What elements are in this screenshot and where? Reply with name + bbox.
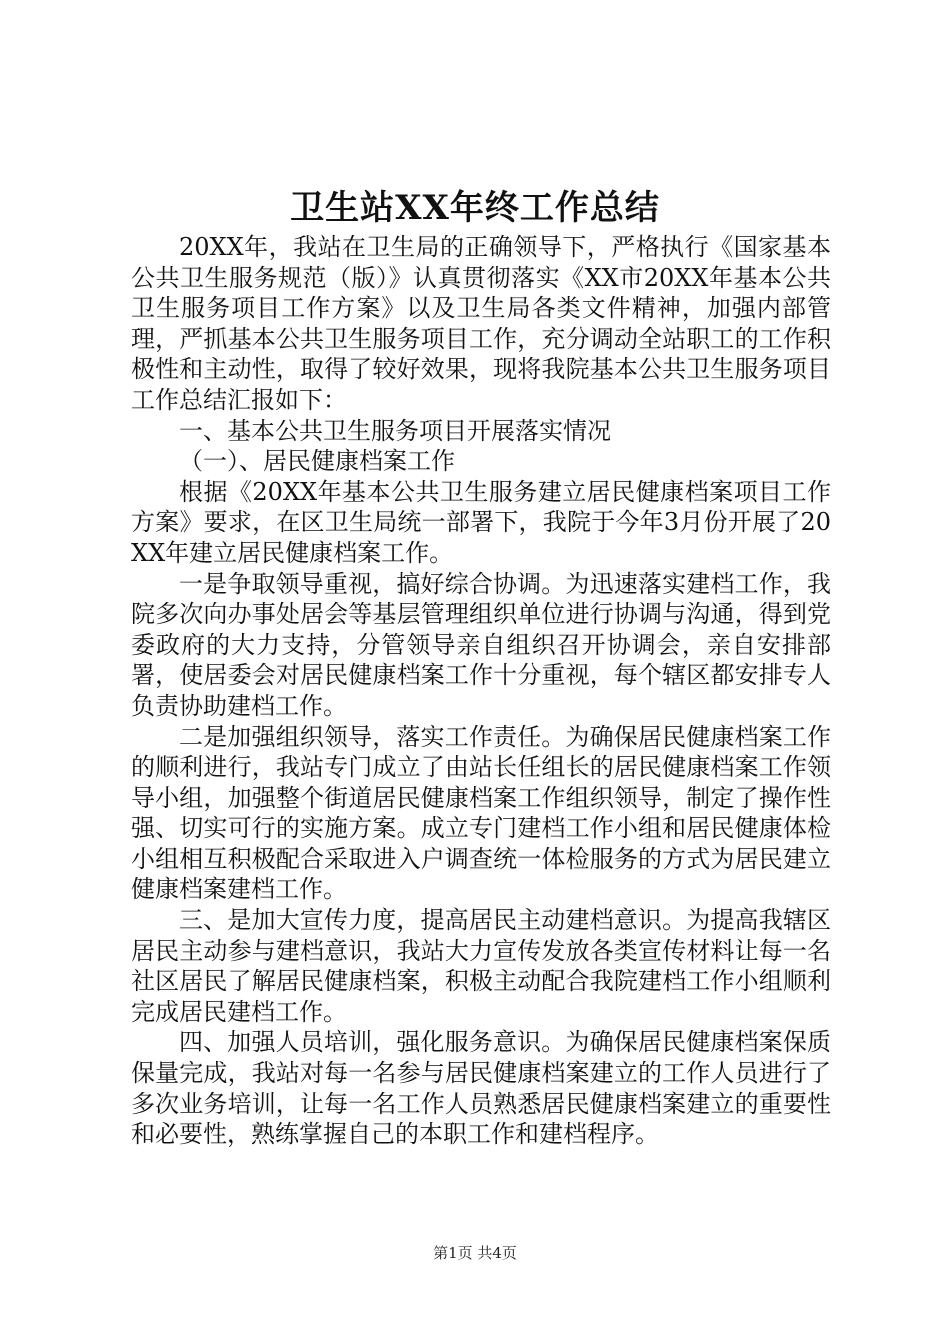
paragraph-intro: 20XX年，我站在卫生局的正确领导下，严格执行《国家基本公共卫生服务规范（版）》认真贯彻落实《XX市20XX年基本公共卫生服务项目工作方案》以及卫生局各类文件精神，加强内部管理，严抓基本公共卫生服务项目工作，充分调动全站职工的工作积极性和主动性，取得了较好效果，现将我院基本公共卫生服务项目工作总结汇报如下： <box>131 233 831 414</box>
paragraph-point-1: 一是争取领导重视，搞好综合协调。为迅速落实建档工作，我院多次向办事处居会等基层管理组织单位进行协调与沟通，得到党委政府的大力支持，分管领导亲自组织召开协调会，亲自安排部署，使居委会对居民健康档案工作十分重视，每个辖区都安排专人负责协助建档工作。 <box>131 569 831 720</box>
paragraph-point-3: 三、是加大宣传力度，提高居民主动建档意识。为提高我辖区居民主动参与建档意识，我站大力宣传发放各类宣传材料让每一名社区居民了解居民健康档案，积极主动配合我院建档工作小组顺利完成居民建档工作。 <box>131 906 831 1026</box>
paragraph-point-4: 四、加强人员培训，强化服务意识。为确保居民健康档案保质保量完成，我站对每一名参与居民健康档案建立的工作人员进行了多次业务培训，让每一名工作人员熟悉居民健康档案建立的重要性和必要性，熟练掌握自己的本职工作和建档程序。 <box>131 1028 831 1149</box>
paragraph-point-2: 二是加强组织领导，落实工作责任。为确保居民健康档案工作的顺利进行，我站专门成立了由站长任组长的居民健康档案工作领导小组，加强整个街道居民健康档案工作组织领导，制定了操作性强、切实可行的实施方案。成立专门建档工作小组和居民健康体检小组相互积极配合采取进入户调查统一体检服务的方式为居民建立健康档案建档工作。 <box>131 722 831 904</box>
paragraph-basis: 根据《20XX年基本公共卫生服务建立居民健康档案项目工作方案》要求，在区卫生局统一部署下，我院于今年3月份开展了20XX年建立居民健康档案工作。 <box>131 477 831 567</box>
section-heading-1: 一、基本公共卫生服务项目开展落实情况 <box>179 416 611 445</box>
document-body <box>131 232 831 1150</box>
page-footer: 第1页 共4页 <box>433 1244 517 1262</box>
subsection-heading-1: （一）、居民健康档案工作 <box>179 447 455 476</box>
document-title: 卫生站XX年终工作总结 <box>290 188 660 228</box>
